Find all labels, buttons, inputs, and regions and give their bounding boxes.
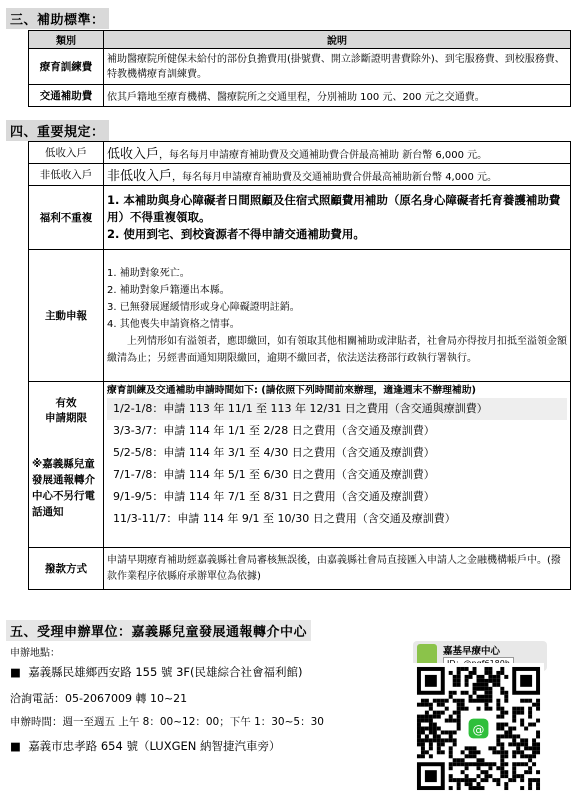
row-label-transport: 交通補助費 xyxy=(29,85,104,107)
period-details xyxy=(104,382,571,548)
row-text-transport: 依其戶籍地至療育機構、醫療院所之交通里程，分別補助 100 元、200 元之交通費。 xyxy=(104,85,571,107)
phone-line: 洽詢電話：05-2067009 轉 10~21 xyxy=(10,692,188,705)
mid-low-income-text xyxy=(104,164,571,186)
report-list xyxy=(104,250,571,382)
row-label-therapy: 療育訓練費 xyxy=(29,49,104,85)
mid-low-income-lead: 非低收入戶 xyxy=(107,169,173,184)
subsidy-table xyxy=(28,30,571,107)
label-no-duplicate: 福利不重複 xyxy=(29,186,104,250)
section4-title: 四、重要規定： xyxy=(6,120,109,141)
period-row: 5/2-5/8：申請 114 年 3/1 至 4/30 日之費用（含交通及療訓費） xyxy=(113,446,435,459)
period-label-1: 有效 xyxy=(55,397,77,409)
label-low-income: 低收入戶 xyxy=(29,142,104,164)
section5-title: 五、受理申辦單位：嘉義縣兒童發展通報轉介中心 xyxy=(6,620,311,641)
period-row: 11/3-11/7：申請 114 年 9/1 至 10/30 日之費用（含交通及療訓費） xyxy=(113,512,456,525)
low-income-lead: 低收入戶 xyxy=(107,147,160,162)
no-duplicate-list xyxy=(104,186,571,250)
card-name: 嘉基早療中心 xyxy=(443,646,501,657)
hours-line: 申辦時間：週一至週五 上午 8：00~12：00；下午 1：30~5：30 xyxy=(10,716,324,728)
section3-title: 三、補助標準： xyxy=(6,8,109,29)
row-text-therapy: 補助醫療院所健保未給付的部份負擔費用(掛號費、開立診斷證明書費除外)、到宅服務費、到校服務費、特教機構療育訓練費。 xyxy=(104,49,571,85)
period-intro: 療育訓練及交通補助申請時間如下: (請依照下列時間前來辦理，適逢週末不辦理補助) xyxy=(107,385,476,396)
payment-text: 申請早期療育補助經嘉義縣社會局審核無誤後，由嘉義縣社會局直接匯入申請人之金融機構帳戶中。(撥款作業程序依縣府承辦單位為依據) xyxy=(104,548,571,590)
period-row: 3/3-3/7：申請 114 年 1/1 至 2/28 日之費用（含交通及療訓費） xyxy=(113,424,435,437)
address-text: 嘉義縣民雄鄉西安路 155 號 3F(民雄綜合社會福利館) xyxy=(28,665,303,679)
report-item: 4. 其他喪失申請資格之情事。 xyxy=(107,318,240,330)
address-line: ■ 嘉義縣民雄鄉西安路 155 號 3F(民雄綜合社會福利館) xyxy=(10,665,303,679)
header-description: 說明 xyxy=(104,31,571,49)
period-label-2: 申請期限 xyxy=(45,412,87,424)
mid-low-income-detail: ，每名每月申請療育補助費及交通補助費合併最高補助新台幣 4,000 元。 xyxy=(172,172,498,183)
report-note: 上列情形如有溢領者，應即繳回，如有領取其他相關補助或津貼者，社會局亦得按月扣抵至溢領金額繳清為止；另經書面通知期限繳回，逾期不繳回者，依法送法務部行政執行署執行。 xyxy=(107,335,567,364)
period-label-cell xyxy=(29,382,104,548)
line-qr-code-icon[interactable] xyxy=(413,663,544,794)
period-row: 9/1-9/5：申請 114 年 7/1 至 8/31 日之費用（含交通及療訓費） xyxy=(113,490,435,503)
header-category: 類別 xyxy=(29,31,104,49)
no-duplicate-item: 2. 使用到宅、到校資源者不得申請交通補助費用。 xyxy=(107,227,365,241)
period-row: 7/1-7/8：申請 114 年 5/1 至 6/30 日之費用（含交通及療訓費） xyxy=(113,468,435,481)
report-item: 1. 補助對象死亡。 xyxy=(107,267,190,279)
period-row: 1/2-1/8：申請 113 年 11/1 至 113 年 12/31 日之費用（含交通與療訓費） xyxy=(107,398,567,420)
address2-text: 嘉義市忠孝路 654 號（LUXGEN 納智捷汽車旁） xyxy=(28,739,281,753)
label-report: 主動申報 xyxy=(29,250,104,382)
low-income-detail: ，每名每月申請療育補助費及交通補助費合併最高補助 新台幣 6,000 元。 xyxy=(159,150,488,161)
svg-text:@: @ xyxy=(472,722,485,737)
no-duplicate-item: 1. 本補助與身心障礙者日間照顧及住宿式照顧費用補助（原名身心障礙者托育養護補助費用）不得重複領取。 xyxy=(107,193,561,224)
label-mid-low-income: 非低收入戶 xyxy=(29,164,104,186)
report-item: 3. 已無發展遲緩情形或身心障礙證明註銷。 xyxy=(107,301,300,313)
address2-line: ■ 嘉義市忠孝路 654 號（LUXGEN 納智捷汽車旁） xyxy=(10,739,281,753)
address-label: 申辦地點： xyxy=(10,648,60,659)
label-payment: 撥款方式 xyxy=(29,548,104,590)
period-side-note: ※嘉義縣兒童發展通報轉介中心不另行電話通知 xyxy=(32,458,95,518)
rules-table xyxy=(28,141,571,590)
low-income-text xyxy=(104,142,571,164)
report-item: 2. 補助對象戶籍遷出本縣。 xyxy=(107,284,230,296)
